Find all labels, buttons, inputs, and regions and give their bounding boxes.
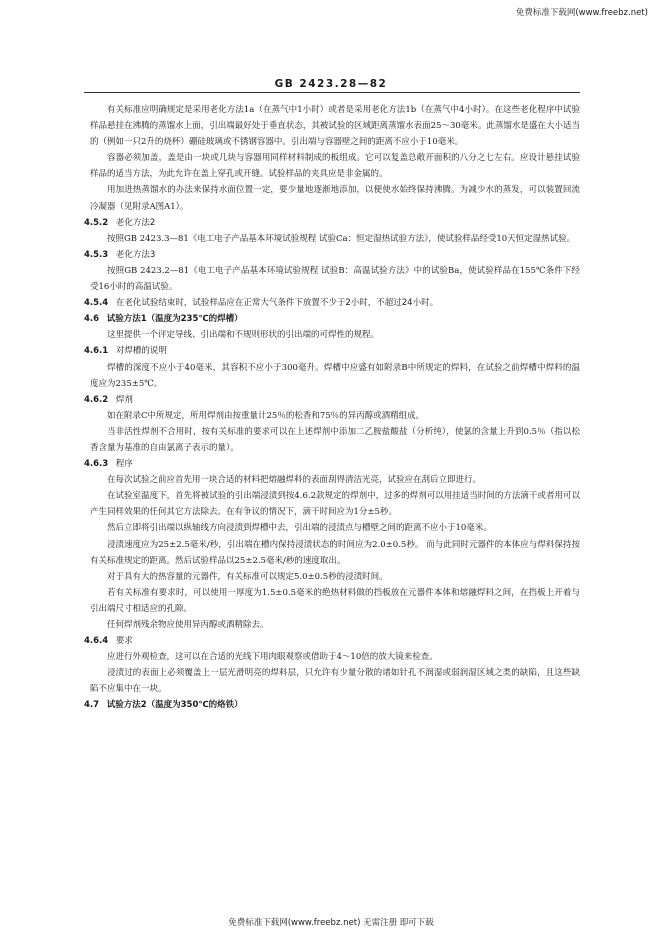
heading-4-5-2 bbox=[84, 215, 580, 231]
paragraph-insulating-screen: 若有关标准有要求时，可以使用一厚度为1.5±0.5毫米的绝热材料做的挡板放在元器件本体和熔融焊料之间，在挡板上开着与引出端尺寸相适应的孔隙。 bbox=[90, 587, 580, 614]
header-rule bbox=[84, 92, 580, 93]
paragraph-activated-flux: 当非活性焊剂不合用时，按有关标准的要求可以在上述焊剂中添加二乙胺盐酸盐（分析纯），使氯的含量上升到0.5％（指以松香含量为基准的自由氯离子表示的量）。 bbox=[90, 426, 580, 453]
heading-4-6-1 bbox=[84, 343, 580, 359]
heading-number: 4.6.1 bbox=[84, 346, 109, 357]
watermark-bottom: 免费标准下载网(www.freebz.net) 无需注册 即可下载 bbox=[228, 918, 434, 928]
paragraph-solder-bath: 焊槽的深度不应小于40毫米，其容积不应小于300毫升。焊槽中应盛有如附录B中所规定的焊料，在试验之前焊槽中焊料的温度应为235±5℃。 bbox=[90, 362, 580, 389]
heading-number: 4.5.3 bbox=[84, 249, 109, 260]
heading-number: 4.6.3 bbox=[84, 459, 109, 470]
heading-4-6-3 bbox=[84, 456, 580, 472]
heading-title: 程序 bbox=[115, 459, 133, 470]
heading-4-6-4 bbox=[84, 633, 580, 649]
paragraph-flux-composition: 如在附录C中所规定，所用焊剂由按重量计25％的松香和75％的异丙醇或酒精组成。 bbox=[107, 410, 425, 421]
heading-title: 对焊槽的说明 bbox=[115, 346, 167, 357]
heading-4-5-4 bbox=[84, 295, 580, 311]
paragraph-flux-residue: 任何焊剂残余物应使用异丙醇或酒精除去。 bbox=[107, 620, 269, 630]
paragraph-immersion: 然后立即将引出端以纵轴线方向浸渍到焊槽中去，引出端的浸渍点与槽壁之间的距离不应小于10毫米。 bbox=[107, 523, 492, 534]
paragraph-aging-method-1: 有关标准应明确规定是采用老化方法1a（在蒸气中1小时）或者是采用老化方法1b（在蒸气中4小时）。在这些老化程序中试验样品悬挂在沸腾的蒸馏水上面，引出端最好处于垂直状态，其被试验的区域距离蒸馏水表面25～30毫米。此蒸馏水是盛在大小适当的（例如一只2升的烧杯）硼硅玻璃或不锈钢容器中。引出端与容器壁之间的距离不应小于10毫米。 bbox=[90, 105, 580, 148]
heading-text: 在老化试验结束时，试验样品应在正常大气条件下放置不少于2小时，不超过24小时。 bbox=[115, 298, 439, 309]
paragraph-flux-dip: 在试验室温度下，首先将被试验的引出端浸渍到按4.6.2款规定的焊剂中，过多的焊剂可以用挂适当时间的方法滴干或者用可以产生同样效果的任何其它方法除去。在有争议的情况下，滴干时间应为1分±5秒。 bbox=[90, 491, 580, 518]
heading-title: 老化方法2 bbox=[115, 217, 156, 228]
heading-4-6-2 bbox=[84, 392, 580, 408]
paragraph-visual-inspection: 应进行外观检查，这可以在合适的光线下用肉眼观察或借助于4～10倍的放大镜来检查。 bbox=[107, 652, 438, 663]
heading-title: 焊剂 bbox=[115, 394, 133, 405]
document-body bbox=[84, 102, 580, 714]
heading-4-6 bbox=[84, 311, 580, 327]
heading-title: 老化方法3 bbox=[115, 249, 156, 260]
paragraph-damp-heat: 按照GB 2423.3—81《电工电子产品基本环境试验规程 试验Ca：恒定湿热试验方法》，使试验样品经受10天恒定湿热试验。 bbox=[107, 233, 576, 244]
paragraph-water-level: 用加进热蒸馏水的办法来保持水面位置一定，要少量地逐渐地添加，以便使水始终保持沸腾。为减少水的蒸发，可以装置回流冷凝器（见附录A图A1）。 bbox=[90, 185, 580, 212]
heading-number: 4.5.4 bbox=[84, 298, 109, 309]
standard-number-header: GB 2423.28—82 bbox=[274, 78, 388, 90]
paragraph-procedure-intro: 这里提供一个评定导线、引出端和不规则形状的引出端的可焊性的规程。 bbox=[107, 330, 380, 341]
heading-title: 要求 bbox=[115, 636, 133, 647]
paragraph-container-lid: 容器必须加盖，盖是由一块或几块与容器用同样材料制成的板组成。它可以复盖总敞开面积的八分之七左右。应设计悬挂试验样品的适当方法，为此允许在盖上穿孔或开缝。试验样品的夹具应是非金属的。 bbox=[90, 153, 580, 180]
heading-title: 试验方法1（温度为235℃的焊槽） bbox=[106, 314, 243, 325]
heading-4-5-3 bbox=[84, 247, 580, 263]
heading-number: 4.5.2 bbox=[84, 217, 109, 228]
heading-number: 4.6 bbox=[84, 314, 100, 325]
heading-title: 试验方法2（温度为350℃的烙铁） bbox=[106, 700, 243, 711]
heading-4-7 bbox=[84, 697, 580, 713]
paragraph-high-temperature: 按照GB 2423.2—81《电工电子产品基本环境试验规程 试验B：高温试验方法》中的试验Ba，使试验样品在155℃条件下经受16小时的高温试验。 bbox=[90, 265, 580, 293]
heading-number: 4.6.4 bbox=[84, 636, 109, 647]
heading-number: 4.6.2 bbox=[84, 394, 109, 405]
paragraph-coating-requirement: 浸渍过的表面上必须覆盖上一层光滑明亮的焊料层，只允许有少量分散的诸如针孔不润湿或弱润湿区域之类的缺陷，且这些缺陷不应集中在一块。 bbox=[90, 668, 580, 695]
paragraph-clean-surface: 在每次试验之前应首先用一块合适的材料把熔融焊料的表面刮得清洁光亮，试验应在刮后立即进行。 bbox=[107, 475, 482, 486]
paragraph-heat-capacity: 对于具有大的热容量的元器件，有关标准可以规定5.0±0.5秒的浸渍时间。 bbox=[107, 571, 388, 582]
watermark-top: 免费标准下载网(www.freebz.net) bbox=[515, 8, 648, 18]
paragraph-immersion-speed: 浸渍速度应为25±2.5毫米/秒，引出端在槽内保持浸渍状态的时间应为2.0±0.5秒。 而与此同时元器件的本体应与焊料保持按有关标准规定的距离。然后试验样品以25±2.5毫米/秒的速度取出。 bbox=[90, 539, 580, 566]
heading-number: 4.7 bbox=[84, 700, 100, 711]
